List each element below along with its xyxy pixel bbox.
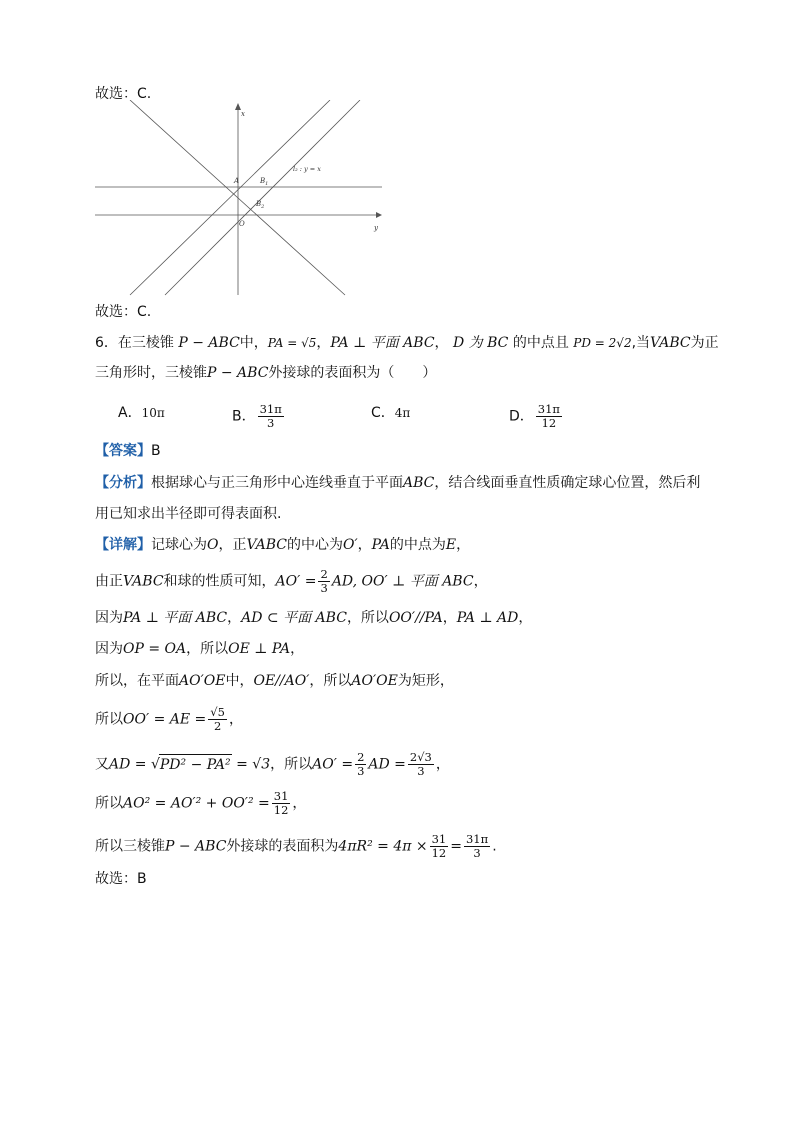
answer-tag: 【答案】 — [95, 443, 151, 459]
question-pabc-2: P − ABC — [207, 365, 269, 381]
question-text-2: ， — [316, 335, 331, 351]
question-line-2 — [95, 363, 436, 383]
question-text-4: 的中点且 — [512, 335, 569, 351]
detail-math: AD = — [109, 756, 147, 773]
detail-math: AO′ = — [312, 756, 354, 773]
detail-text: 的中心为 — [287, 537, 344, 553]
option-b[interactable] — [232, 403, 286, 430]
detail-math: VABC — [246, 537, 288, 553]
option-a-value: 10π — [141, 406, 165, 420]
line-label: l₂ : y = x — [293, 165, 321, 173]
question-line2-post: 外接球的表面积为（ ） — [268, 365, 437, 381]
detail-text: . — [492, 838, 497, 855]
detail-text: ，所以 — [346, 610, 389, 626]
detail-math: OP = OA — [123, 641, 187, 657]
detail-line-1 — [95, 535, 470, 555]
detail-fraction: $\frac{2}{3}$ — [357, 750, 365, 778]
detail-fraction: $\frac{2√3}{3}$ — [409, 750, 432, 778]
question-pa-eq: PA = √5 — [267, 336, 317, 350]
diagonal-line-1 — [130, 100, 345, 295]
analysis-text-1: 根据球心与正三角形中心连线垂直于平面 — [151, 475, 403, 491]
option-d-label: D． — [509, 408, 534, 425]
question-text-1: 中， — [239, 335, 268, 351]
analysis-line-1 — [95, 473, 700, 493]
detail-math: PA — [371, 537, 390, 553]
detail-text: 中， — [225, 673, 254, 689]
point-b2-label: $B_2$ — [256, 200, 265, 210]
detail-text: 的中点为 — [389, 537, 446, 553]
detail-text: ，所以 — [309, 673, 352, 689]
detail-math: AO′OE — [179, 673, 226, 689]
detail-text: ，正 — [218, 537, 247, 553]
option-d[interactable] — [509, 403, 564, 430]
detail-text: 记球心为 — [151, 537, 207, 553]
option-c-label: C． — [371, 405, 395, 421]
option-d-fraction: $\frac{31\pi}{12}$ — [537, 402, 560, 430]
detail-math: PA ⊥ AD — [456, 610, 519, 626]
answer-line-after-figure: 故选：C. — [95, 304, 152, 320]
detail-math: OO′//PA — [388, 610, 443, 626]
point-a-label: A — [234, 177, 240, 185]
detail-line-4 — [95, 639, 304, 659]
axis-x-label: x — [241, 110, 245, 118]
answer-line-top: 故选：C. — [95, 86, 152, 102]
detail-math: AO′OE — [351, 673, 398, 689]
analysis-text-1-tail: ，结合线面垂直性质确定球心位置，然后利 — [434, 475, 701, 491]
option-b-fraction: $\frac{31\pi}{3}$ — [259, 402, 282, 430]
detail-text: 又 — [95, 756, 109, 773]
detail-fraction: $\frac{2}{3}$ — [320, 567, 328, 595]
option-c[interactable] — [371, 403, 410, 423]
option-c-value: 4π — [394, 406, 411, 420]
question-number: 6．在三棱锥 — [95, 335, 174, 351]
diagonal-line-3 — [165, 100, 360, 295]
detail-math: O′ — [343, 537, 358, 553]
detail-text: ，所以 — [186, 641, 229, 657]
detail-line-6 — [95, 706, 243, 733]
sqrt-sign: √ — [150, 756, 160, 773]
detail-line-7 — [95, 751, 450, 778]
analysis-tag: 【分析】 — [95, 475, 151, 491]
detail-sqrt: PD² − PA² — [159, 754, 232, 775]
detail-text: ， — [456, 537, 471, 553]
detail-line-2 — [95, 568, 488, 595]
detail-math: OE//AO′ — [253, 673, 310, 689]
question-text-5: ,当 — [631, 335, 651, 351]
detail-text: ， — [518, 610, 533, 626]
origin-label: O — [239, 220, 245, 228]
detail-text: 由正 — [95, 573, 123, 590]
detail-text: 和球的性质可知， — [163, 573, 276, 590]
detail-math: PA ⊥ 平面 ABC — [123, 610, 228, 626]
question-perp: PA ⊥ 平面 ABC — [330, 335, 435, 351]
diagonal-line-2 — [130, 100, 330, 295]
question-line2-pre: 三角形时，三棱锥 — [95, 365, 207, 381]
analysis-line-2: 用已知求出半径即可得表面积. — [95, 506, 282, 522]
detail-text: ， — [442, 610, 457, 626]
detail-math: = — [450, 838, 462, 855]
question-line-1 — [95, 333, 719, 353]
detail-text: ， — [473, 573, 488, 590]
detail-math: VABC — [123, 573, 164, 590]
final-answer-line: 故选：B — [95, 871, 147, 887]
detail-text: 因为 — [95, 641, 123, 657]
detail-line-5 — [95, 671, 454, 691]
answer-line — [95, 441, 161, 461]
detail-math: AO′ = — [275, 573, 317, 590]
detail-math: AD, OO′ ⊥ 平面 ABC — [331, 573, 474, 590]
detail-fraction: $\frac{31\pi}{3}$ — [465, 832, 489, 860]
detail-fraction: $\frac{√5}{2}$ — [210, 705, 225, 733]
detail-math: P − ABC — [165, 838, 227, 855]
option-b-label: B． — [232, 408, 256, 425]
question-pabc-1: P − ABC — [178, 335, 240, 351]
answer-value: B — [151, 443, 161, 459]
point-b1-label: $B_1$ — [260, 177, 269, 187]
detail-text: ， — [228, 711, 243, 728]
detail-fraction: $\frac{31}{12}$ — [431, 832, 447, 860]
detail-text: 所以 — [95, 795, 123, 812]
detail-math: E — [445, 537, 457, 553]
question-d-mid: D 为 BC — [453, 335, 509, 351]
question-text-6: 为正 — [690, 335, 719, 351]
question-triangle: VABC — [650, 335, 691, 351]
detail-text: 所以，在平面 — [95, 673, 179, 689]
option-a[interactable] — [118, 403, 165, 423]
detail-math: AO² = AO′² + OO′² = — [123, 795, 270, 812]
detail-text: ， — [435, 756, 450, 773]
option-a-label: A． — [118, 405, 142, 421]
detail-math: = √3 — [236, 756, 271, 773]
detail-math: AD = — [368, 756, 406, 773]
vertical-axis-arrow — [235, 103, 241, 110]
detail-math: OO′ = AE = — [123, 711, 207, 728]
detail-text: 外接球的表面积为 — [226, 838, 339, 855]
detail-text: ， — [292, 795, 307, 812]
detail-line-8 — [95, 790, 306, 817]
detail-text: ， — [357, 537, 372, 553]
detail-text: ， — [290, 641, 305, 657]
detail-text: 所以 — [95, 711, 123, 728]
coordinate-figure — [90, 100, 390, 300]
detail-line-3 — [95, 608, 532, 628]
detail-math: 4πR² = 4π × — [338, 838, 428, 855]
question-text-3: ， — [434, 335, 449, 351]
detail-text: ，所以 — [270, 756, 313, 773]
detail-tag: 【详解】 — [95, 537, 151, 553]
question-pd-eq: PD = 2√2 — [573, 336, 632, 350]
detail-line-9 — [95, 833, 497, 860]
detail-text: 为矩形， — [397, 673, 454, 689]
detail-math: O — [207, 537, 219, 553]
detail-fraction: $\frac{31}{12}$ — [273, 789, 289, 817]
detail-math: AD ⊂ 平面 ABC — [241, 610, 347, 626]
analysis-math-1: ABC — [403, 475, 435, 491]
axis-y-label: y — [374, 224, 378, 232]
horizontal-axis-arrow — [376, 212, 382, 218]
detail-text: 所以三棱锥 — [95, 838, 165, 855]
detail-text: 因为 — [95, 610, 123, 626]
detail-math: OE ⊥ PA — [228, 641, 291, 657]
detail-text: ， — [227, 610, 242, 626]
